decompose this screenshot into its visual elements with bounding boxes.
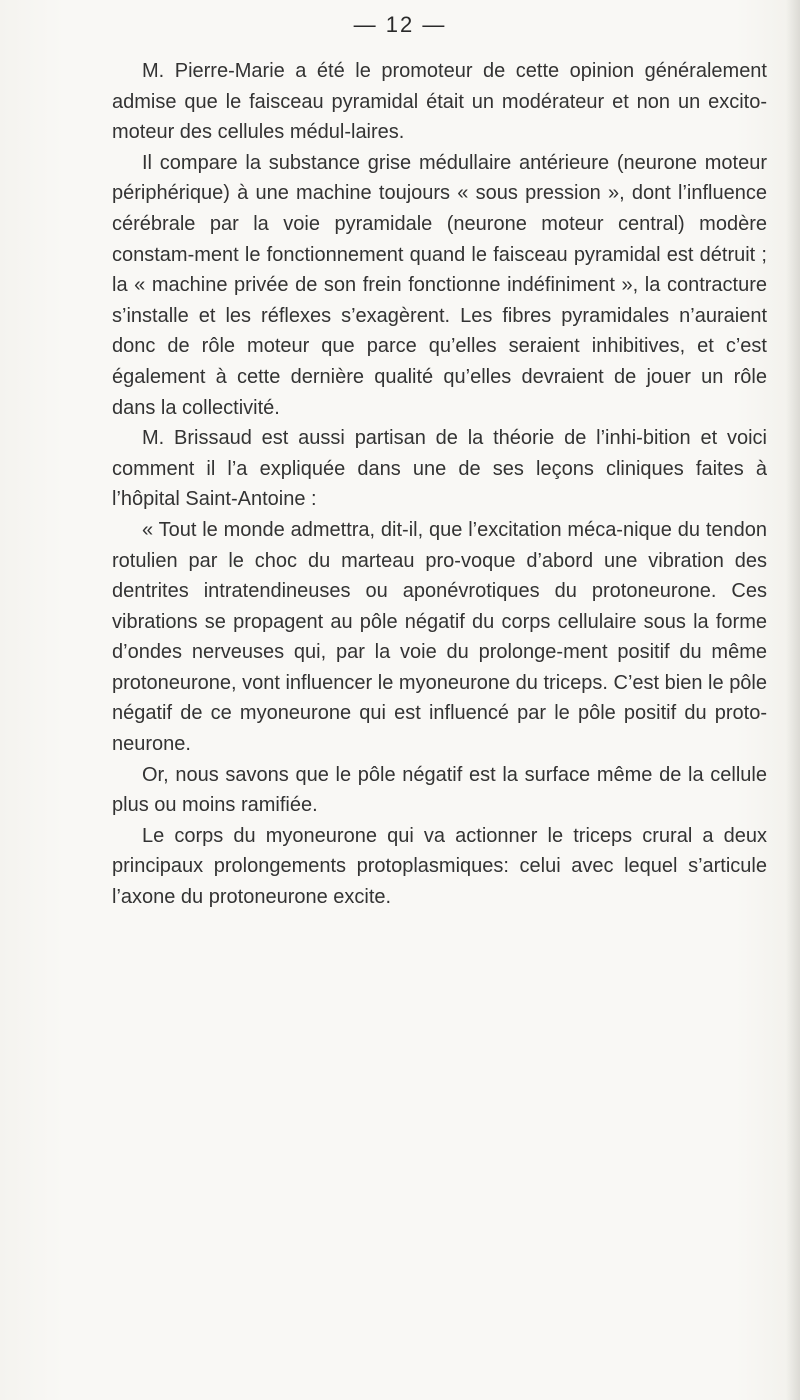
paragraph-6: Le corps du myoneurone qui va actionner le triceps crural a deux principaux prolongements protoplasmiques: celui avec lequel s’articule l’axone du protoneurone excite. [112, 824, 767, 909]
paragraph-3: M. Brissaud est aussi partisan de la théorie de l’inhi-bition et voici comment il l’a expliquée dans une de ses leçons cliniques faites à l’hôpital Saint-Antoine : [112, 427, 767, 511]
paragraph-2: Il compare la substance grise médullaire antérieure (neurone moteur périphérique) à une machine toujours « sous pression », dont l’influence cérébrale par la voie pyramidale (neurone moteur central) modère constam-ment le fonctionnement quand le faisceau pyramidal est détruit ; la « machine privée de son frein fonctionne indéfiniment », la contracture s’installe et les réflexes s’exagèrent. Les fibres pyramidales n’auraient donc de rôle moteur que parce qu’elles seraient inhibitives, et c’est également à cette dernière qualité qu’elles devraient de jouer un rôle dans la collectivité. [112, 151, 767, 419]
paragraph-1: M. Pierre-Marie a été le promoteur de cette opinion généralement admise que le faisceau pyramidal était un modérateur et non un excito-moteur des cellules médul-laires. [112, 60, 767, 144]
body-text [112, 56, 767, 913]
paragraph-4: « Tout le monde admettra, dit-il, que l’excitation méca-nique du tendon rotulien par le choc du marteau pro-voque d’abord une vibration des dentrites intratendineuses ou aponévrotiques du protoneurone. Ces vibrations se propagent au pôle négatif du corps cellulaire sous la forme d’ondes nerveuses qui, par la voie du prolonge-ment positif du même protoneurone, vont influencer le myoneurone du triceps. C’est bien le pôle négatif de ce myoneurone qui est influencé par le pôle positif du proto-neurone. [112, 518, 767, 756]
page-edge-shadow [786, 0, 800, 1400]
page-number: — 12 — [353, 12, 447, 37]
paragraph-5: Or, nous savons que le pôle négatif est la surface même de la cellule plus ou moins ramifiée. [112, 763, 767, 817]
